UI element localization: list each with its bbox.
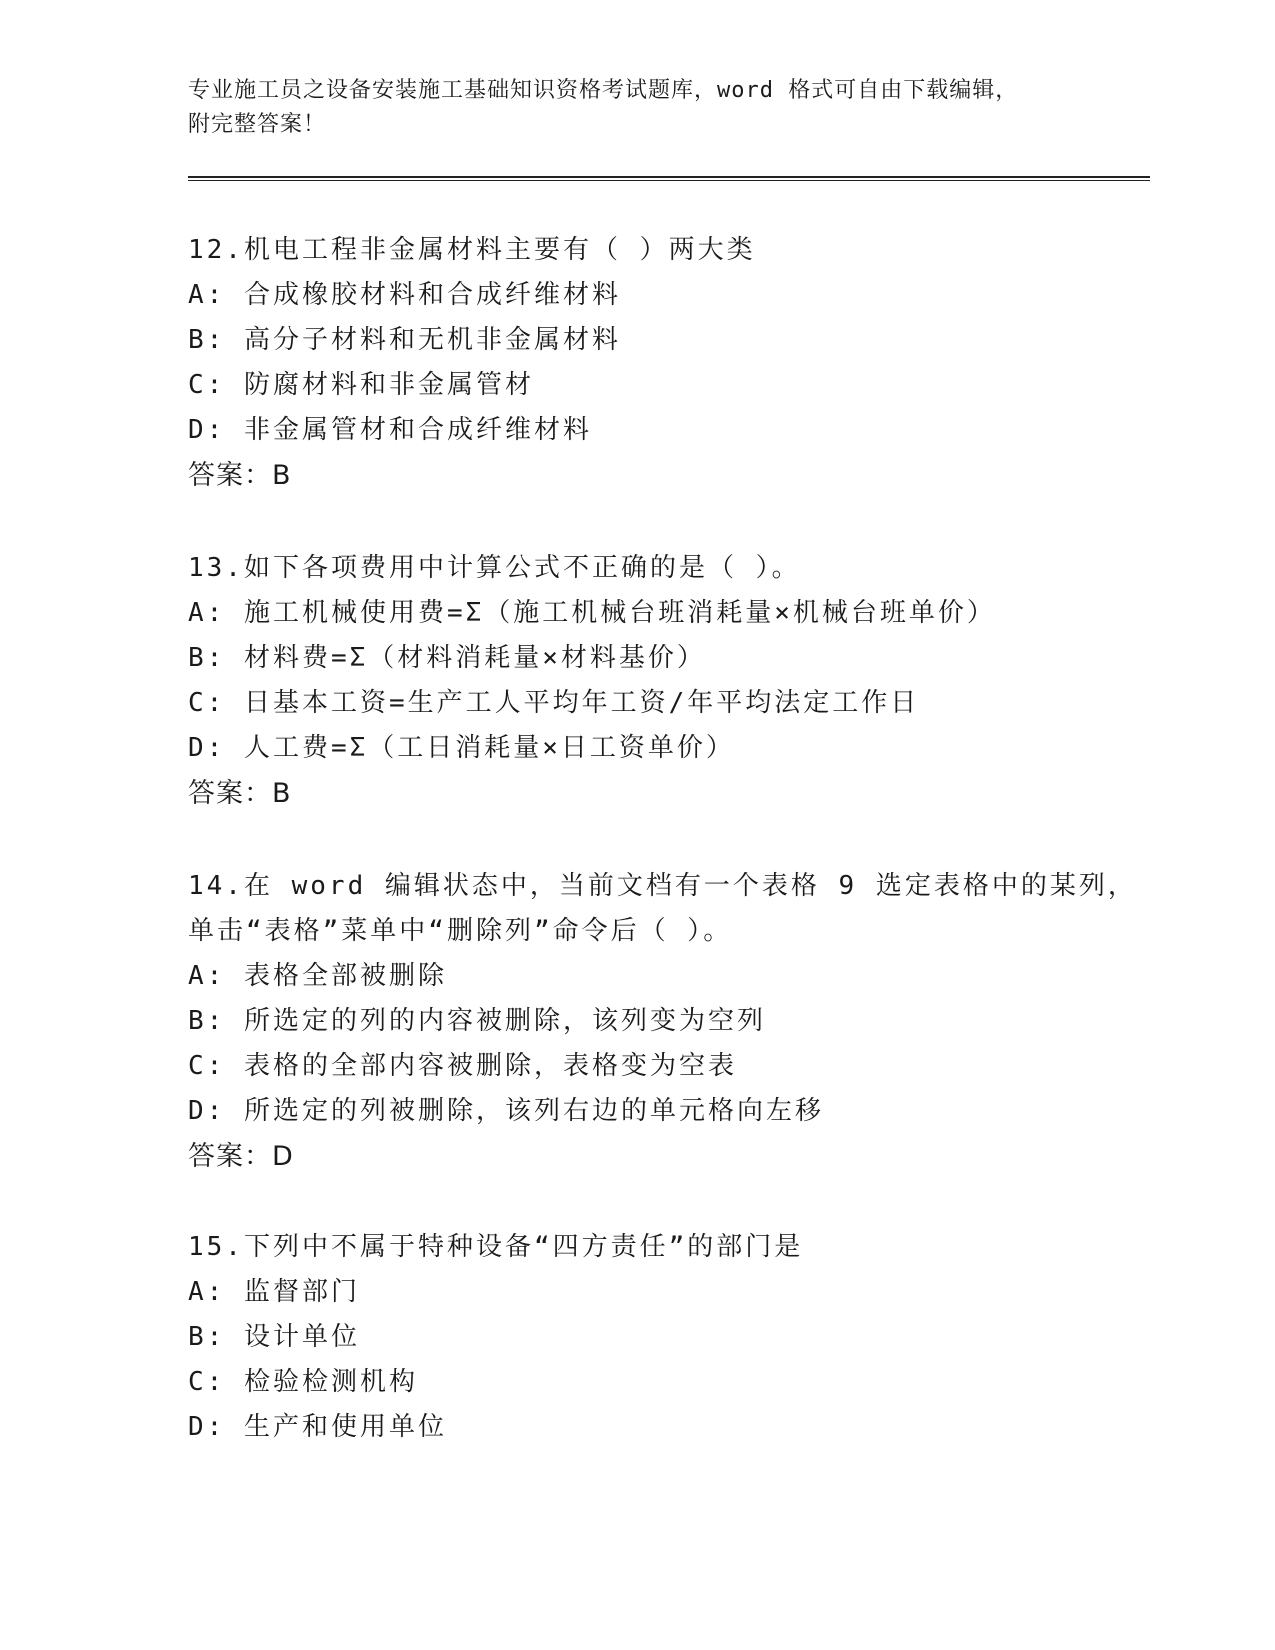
document-header xyxy=(188,74,1088,142)
option-b: B: 材料费=Σ（材料消耗量×材料基价） xyxy=(188,643,706,673)
option-a: A: 表格全部被删除 xyxy=(188,961,447,991)
question-stem: 12.机电工程非金属材料主要有（ ）两大类 xyxy=(188,235,756,265)
option-d: D: 非金属管材和合成纤维材料 xyxy=(188,415,592,445)
option-c: C: 检验检测机构 xyxy=(188,1367,418,1397)
question-14 xyxy=(188,864,1148,1179)
header-line-1: 专业施工员之设备安装施工基础知识资格考试题库，word 格式可自由下载编辑， xyxy=(188,78,1019,103)
document-page xyxy=(188,0,1148,1650)
question-13 xyxy=(188,546,1148,816)
option-c: C: 日基本工资=生产工人平均年工资/年平均法定工作日 xyxy=(188,688,920,718)
option-d: D: 生产和使用单位 xyxy=(188,1412,447,1442)
answer-label: 答案：B xyxy=(188,460,292,491)
question-stem-line-1: 14.在 word 编辑状态中，当前文档有一个表格 9 选定表格中的某列， xyxy=(188,871,1137,901)
option-b: B: 高分子材料和无机非金属材料 xyxy=(188,325,621,355)
question-15 xyxy=(188,1225,1148,1450)
question-12 xyxy=(188,228,1148,498)
option-c: C: 表格的全部内容被删除，表格变为空表 xyxy=(188,1051,737,1081)
option-b: B: 设计单位 xyxy=(188,1322,360,1352)
question-stem: 15.下列中不属于特种设备“四方责任”的部门是 xyxy=(188,1232,804,1262)
option-d: D: 人工费=Σ（工日消耗量×日工资单价） xyxy=(188,733,735,763)
option-d: D: 所选定的列被删除，该列右边的单元格向左移 xyxy=(188,1096,824,1126)
answer-label: 答案：D xyxy=(188,1141,294,1172)
question-stem-line-2: 单击“表格”菜单中“删除列”命令后（ ）。 xyxy=(188,916,733,946)
option-a: A: 监督部门 xyxy=(188,1277,360,1307)
option-a: A: 合成橡胶材料和合成纤维材料 xyxy=(188,280,621,310)
answer-label: 答案：B xyxy=(188,778,292,809)
header-line-2: 附完整答案！ xyxy=(188,112,327,137)
option-b: B: 所选定的列的内容被删除，该列变为空列 xyxy=(188,1006,766,1036)
question-stem: 13.如下各项费用中计算公式不正确的是（ ）。 xyxy=(188,553,801,583)
option-a: A: 施工机械使用费=Σ（施工机械台班消耗量×机械台班单价） xyxy=(188,598,996,628)
option-c: C: 防腐材料和非金属管材 xyxy=(188,370,534,400)
header-divider xyxy=(188,176,1150,181)
